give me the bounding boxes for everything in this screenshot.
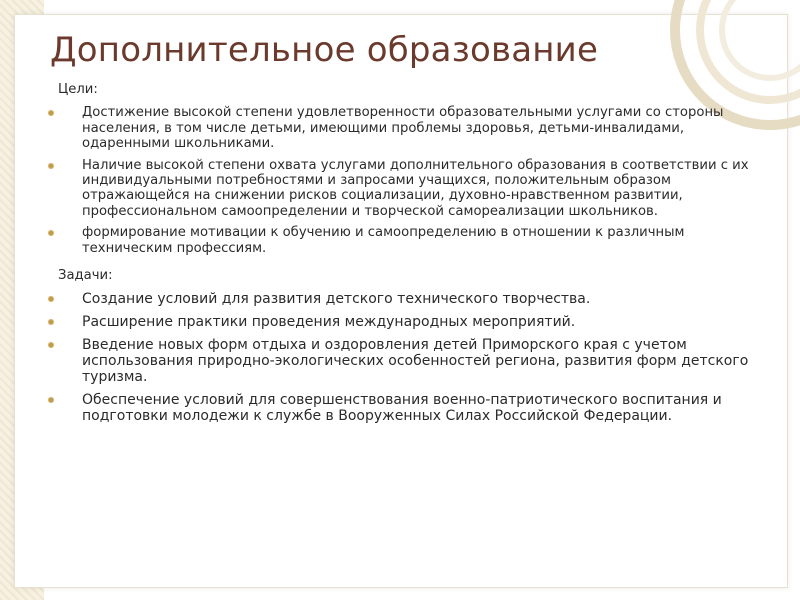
- goal-text: Достижение высокой степени удовлетворенности образовательными услугами со стороны населения, в том числе детьми, имеющими проблемы здоровья, детьми-инвалидами, одаренными школьниками.: [82, 105, 724, 152]
- goal-item: [58, 225, 758, 256]
- task-item: [58, 337, 758, 385]
- slide-content: [58, 82, 758, 431]
- task-text: Обеспечение условий для совершенствования военно-патриотического воспитания и подготовки молодежи к службе в Вооруженных Силах Российской Федерации.: [82, 392, 722, 425]
- tasks-heading: Задачи:: [58, 268, 113, 284]
- task-text: Создание условий для развития детского технического творчества.: [82, 291, 591, 308]
- goal-item: [58, 158, 758, 220]
- task-item: [58, 314, 758, 330]
- slide-title: Дополнительное образование: [50, 30, 599, 70]
- task-item: [58, 291, 758, 307]
- goal-text: Наличие высокой степени охвата услугами дополнительного образования в соответствии с их индивидуальными потребностями и запросами учащихся, положительным образом отражающейся на снижении рисков социализации, духовно-нравственном развитии, профессиональном самоопределении и творческой самореализации школьников.: [82, 157, 749, 219]
- task-item: [58, 392, 758, 424]
- task-text: Введение новых форм отдыха и оздоровления детей Приморского края с учетом использования природно-экологических особенностей региона, развития форм детского туризма.: [82, 337, 749, 386]
- goal-item: [58, 105, 758, 151]
- goals-heading: Цели:: [58, 82, 98, 97]
- goal-text: формирование мотивации к обучению и самоопределению в отношении к различным техническим профессиям.: [82, 225, 685, 256]
- bullet-dot-icon: [48, 163, 54, 169]
- goals-list: [58, 105, 758, 256]
- tasks-list: [58, 291, 758, 424]
- task-text: Расширение практики проведения международных мероприятий.: [82, 314, 576, 331]
